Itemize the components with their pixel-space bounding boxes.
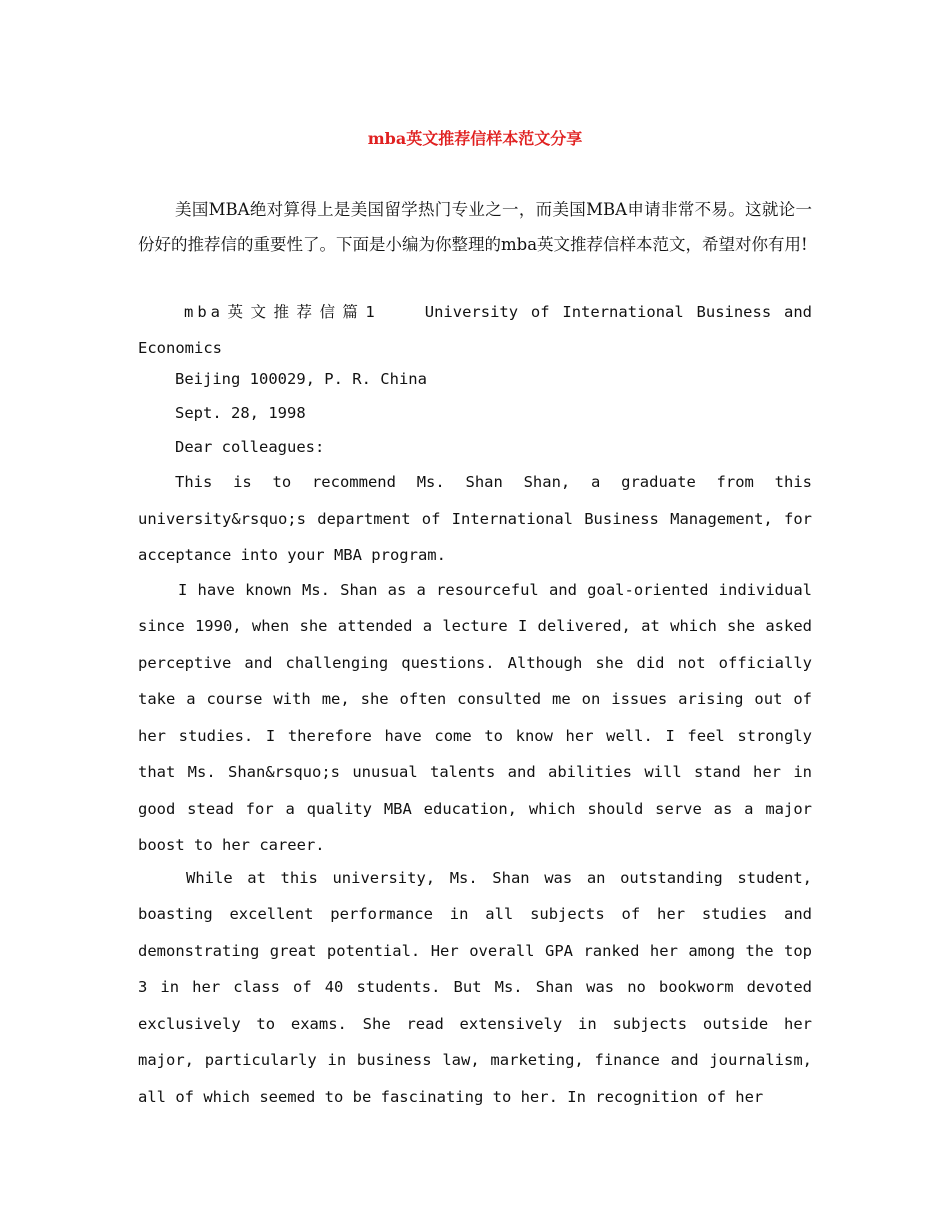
salutation: Dear colleagues:	[175, 438, 325, 456]
institution-name: University of International Business and Economics	[138, 303, 812, 357]
date-line: Sept. 28, 1998	[175, 404, 306, 422]
letter-body	[138, 464, 812, 1115]
body-paragraph: I have known Ms. Shan as a resourceful and goal-oriented individual since 1990, when she attended a lecture I delivered, at which she asked perceptive and challenging questions. Although she did not officially take a course with me, she often consulted me on issues arising out of her studies. I therefore have come to know her well. I feel strongly that Ms. Shan&rsquo;s unusual talents and abilities will stand her in good stead for a quality MBA education, which should serve as a major boost to her career.	[138, 580, 812, 854]
letter-heading: mba英文推荐信篇1	[184, 303, 379, 321]
document-title: mba英文推荐信样本范文分享	[367, 129, 583, 148]
body-paragraph: While at this university, Ms. Shan was an outstanding student, boasting excellent performance in all subjects of her studies and demonstrating great potential. Her overall GPA ranked her among the top 3 in her class of 40 students. But Ms. Shan was no bookworm devoted exclusively to exams. She read extensively in subjects outside her major, particularly in business law, marketing, finance and journalism, all of which seemed to be fascinating to her. In recognition of her	[138, 868, 812, 1106]
intro-paragraph: 美国MBA绝对算得上是美国留学热门专业之一，而美国MBA申请非常不易。这就论一份好的推荐信的重要性了。下面是小编为你整理的mba英文推荐信样本范文，希望对你有用!	[138, 200, 812, 254]
body-paragraph: This is to recommend Ms. Shan Shan, a graduate from this university&rsquo;s department of International Business Management, for acceptance into your MBA program.	[138, 473, 812, 564]
address-line: Beijing 100029, P. R. China	[175, 370, 427, 388]
letter-heading-line	[138, 294, 812, 366]
